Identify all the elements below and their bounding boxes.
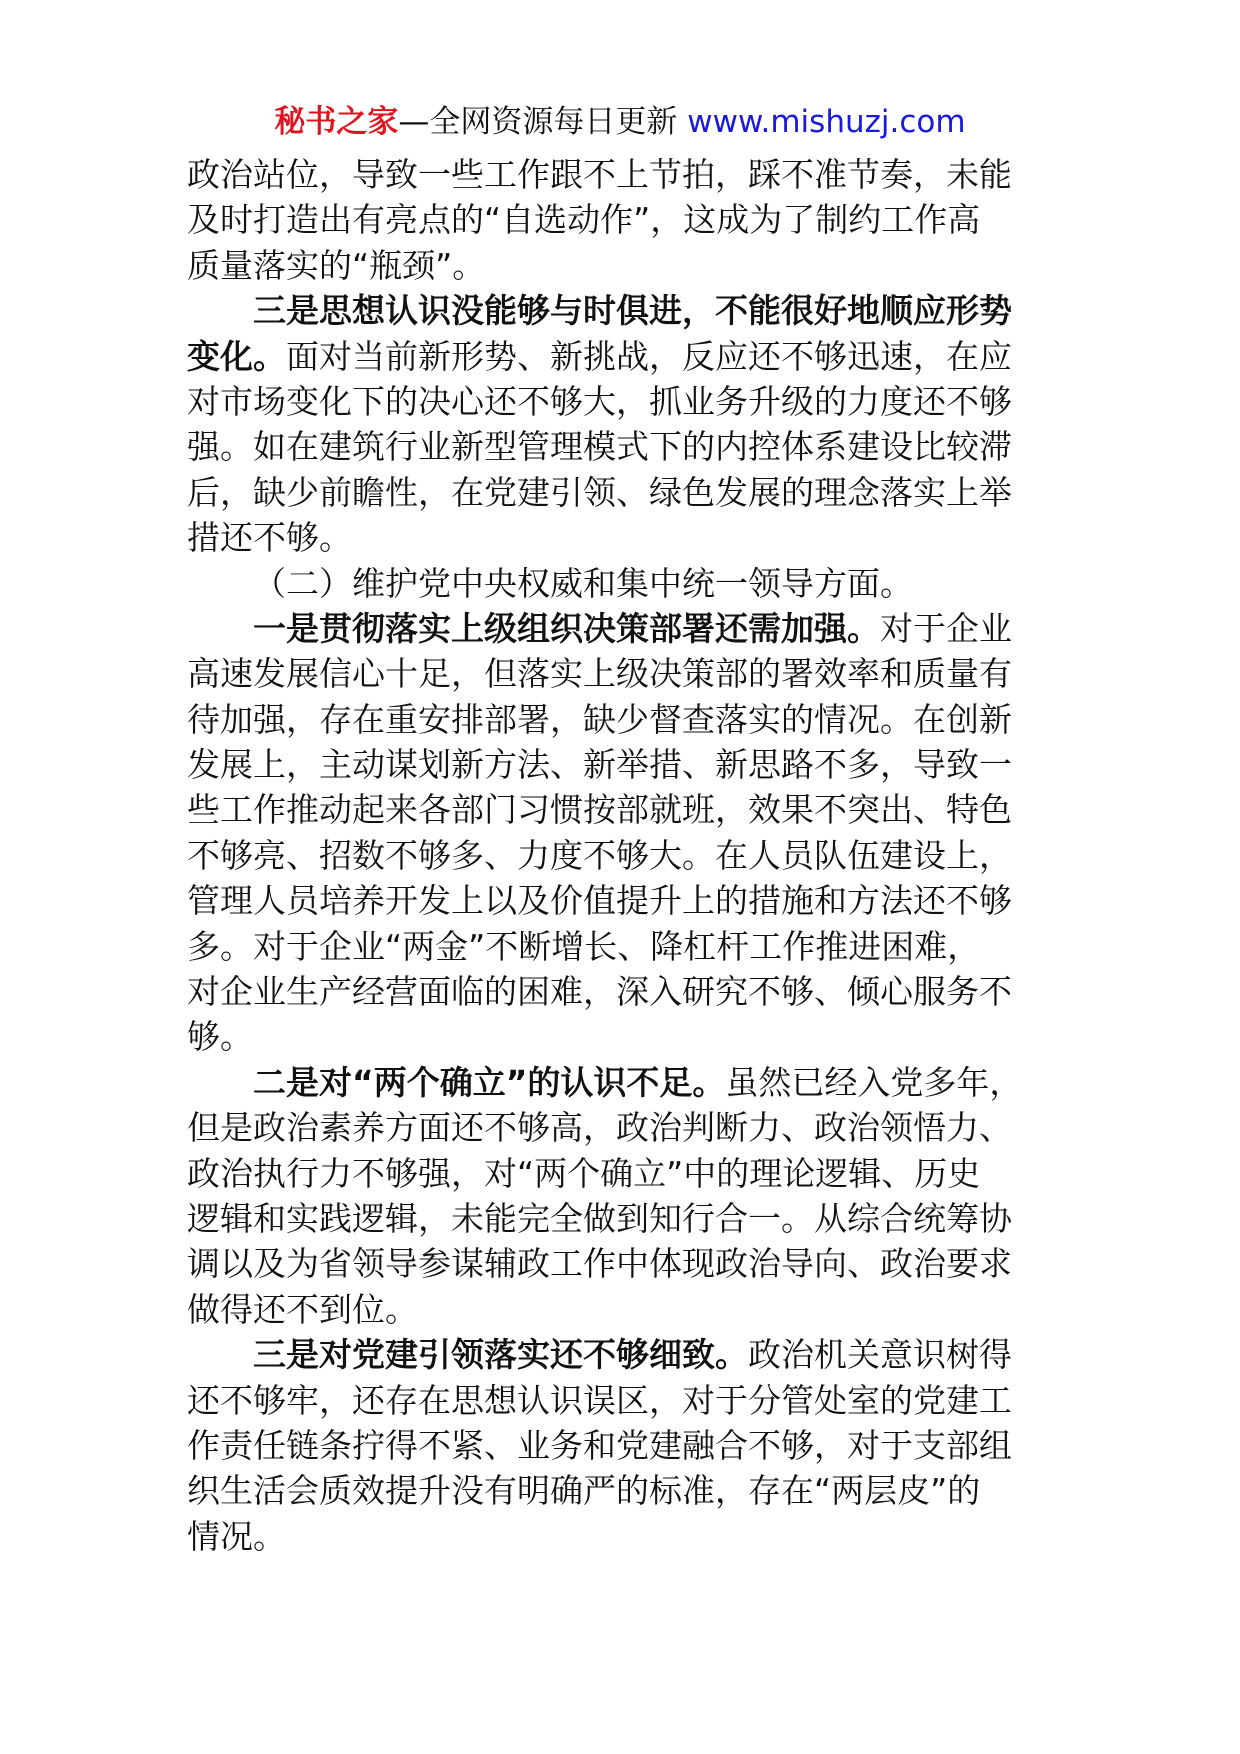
text-line xyxy=(187,969,1059,1014)
line-text: 还不够牢，还存在思想认识误区，对于分管处室的党建工 xyxy=(187,1380,1012,1420)
text-line xyxy=(187,243,1059,288)
text-line xyxy=(187,606,1059,651)
line-text: 织生活会质效提升没有明确严的标准，存在“两层皮”的 xyxy=(187,1471,981,1511)
line-text: 质量落实的“瓶颈”。 xyxy=(187,245,486,285)
text-line xyxy=(187,1287,1059,1332)
line-text: 作责任链条拧得不紧、业务和党建融合不够，对于支部组 xyxy=(187,1425,1012,1465)
text-line xyxy=(187,1151,1059,1196)
text-line xyxy=(187,470,1059,515)
line-text: 对于企业 xyxy=(880,608,1012,648)
text-line xyxy=(187,1514,1059,1559)
text-line xyxy=(187,1014,1059,1059)
line-text: 政治执行力不够强，对“两个确立”中的理论逻辑、历史 xyxy=(187,1153,981,1193)
document-body xyxy=(187,152,1059,1559)
line-text: （二）维护党中央权威和集中统一领导方面。 xyxy=(253,563,913,603)
line-text: 做得还不到位。 xyxy=(187,1289,418,1329)
line-text: 面对当前新形势、新挑战，反应还不够迅速，在应 xyxy=(286,336,1012,376)
line-text: 待加强，存在重安排部署，缺少督查落实的情况。在创新 xyxy=(187,699,1012,739)
line-text: 及时打造出有亮点的“自选动作”，这成为了制约工作高 xyxy=(187,200,981,240)
header-tagline: —全网资源每日更新 xyxy=(398,104,688,140)
text-line xyxy=(187,152,1059,197)
bold-lead-phrase: 二是对“两个确立”的认识不足。 xyxy=(253,1062,726,1102)
line-text: 多。对于企业“两金”不断增长、降杠杆工作推进困难， xyxy=(187,926,981,966)
line-text: 虽然已经入党多年， xyxy=(725,1062,1023,1102)
bold-lead-phrase: 三是思想认识没能够与时俱进，不能很好地顺应形势 xyxy=(253,291,1012,331)
line-text: 对企业生产经营面临的困难，深入研究不够、倾心服务不 xyxy=(187,972,1012,1012)
line-text: 逻辑和实践逻辑，未能完全做到知行合一。从综合统筹协 xyxy=(187,1198,1012,1238)
site-url-link[interactable]: www.mishuzj.com xyxy=(687,104,966,140)
text-line xyxy=(187,1378,1059,1423)
text-line xyxy=(187,515,1059,560)
text-line xyxy=(187,1105,1059,1150)
site-header xyxy=(0,100,1240,144)
text-line xyxy=(187,334,1059,379)
text-line xyxy=(187,878,1059,923)
bold-lead-phrase: 一是贯彻落实上级组织决策部署还需加强。 xyxy=(253,608,880,648)
section-heading xyxy=(187,561,1059,606)
line-text: 管理人员培养开发上以及价值提升上的措施和方法还不够 xyxy=(187,881,1012,921)
line-text: 对市场变化下的决心还不够大，抓业务升级的力度还不够 xyxy=(187,381,1012,421)
line-text: 情况。 xyxy=(187,1516,286,1556)
line-text: 些工作推动起来各部门习惯按部就班，效果不突出、特色 xyxy=(187,790,1012,830)
text-line xyxy=(187,787,1059,832)
line-text: 强。如在建筑行业新型管理模式下的内控体系建设比较滞 xyxy=(187,427,1012,467)
line-text: 后，缺少前瞻性，在党建引领、绿色发展的理念落实上举 xyxy=(187,472,1012,512)
text-line xyxy=(187,697,1059,742)
text-line xyxy=(187,424,1059,469)
line-text: 调以及为省领导参谋辅政工作中体现政治导向、政治要求 xyxy=(187,1244,1012,1284)
text-line xyxy=(187,1332,1059,1377)
text-line xyxy=(187,288,1059,333)
brand-name: 秘书之家 xyxy=(274,104,399,140)
text-line xyxy=(187,1196,1059,1241)
text-line xyxy=(187,1423,1059,1468)
text-line xyxy=(187,742,1059,787)
line-text: 措还不够。 xyxy=(187,518,352,558)
line-text: 政治站位，导致一些工作跟不上节拍，踩不准节奏，未能 xyxy=(187,155,1012,194)
text-line xyxy=(187,1060,1059,1105)
line-text: 但是政治素养方面还不够高，政治判断力、政治领悟力、 xyxy=(187,1108,1012,1148)
line-text: 不够亮、招数不够多、力度不够大。在人员队伍建设上， xyxy=(187,835,1012,875)
line-text: 发展上，主动谋划新方法、新举措、新思路不多，导致一 xyxy=(187,745,1012,785)
line-text: 够。 xyxy=(187,1017,253,1057)
text-line xyxy=(187,1468,1059,1513)
line-text: 政治机关意识树得 xyxy=(748,1335,1012,1375)
text-line xyxy=(187,833,1059,878)
bold-lead-phrase: 三是对党建引领落实还不够细致。 xyxy=(253,1335,748,1375)
text-line xyxy=(187,651,1059,696)
text-line xyxy=(187,1241,1059,1286)
text-line xyxy=(187,379,1059,424)
text-line xyxy=(187,924,1059,969)
text-line xyxy=(187,197,1059,242)
bold-lead-phrase: 变化。 xyxy=(187,336,286,376)
line-text: 高速发展信心十足，但落实上级决策部的署效率和质量有 xyxy=(187,654,1012,694)
